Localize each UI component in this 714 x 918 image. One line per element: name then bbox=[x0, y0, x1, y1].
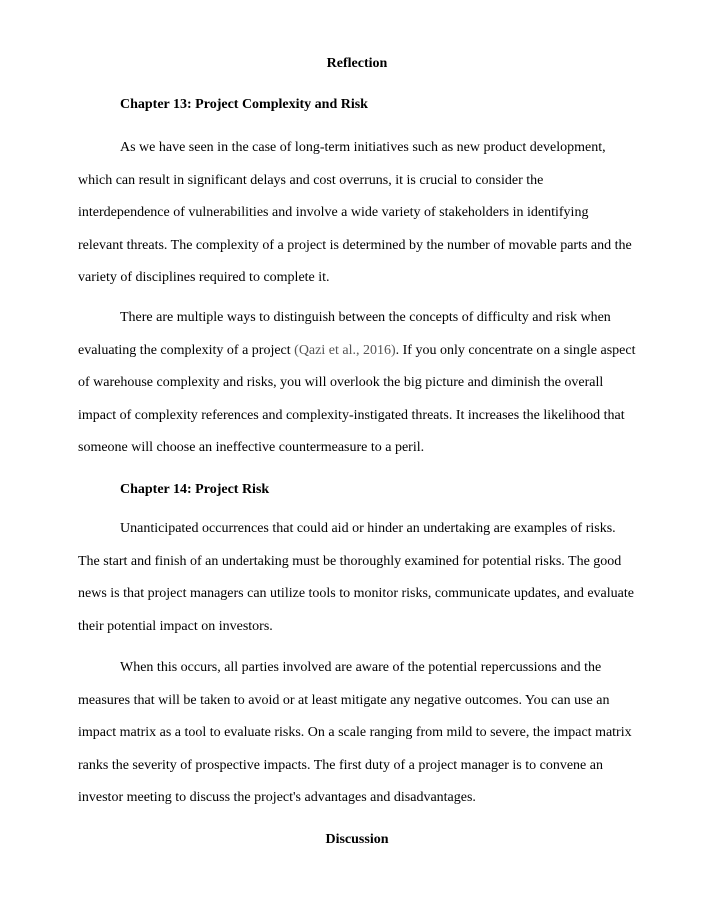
chapter-13-heading: Chapter 13: Project Complexity and Risk bbox=[120, 97, 368, 112]
text-line: relevant threats. The complexity of a project is determined by the number of movable parts and the bbox=[78, 237, 632, 253]
text-line: interdependence of vulnerabilities and involve a wide variety of stakeholders in identifying bbox=[78, 205, 589, 220]
text-line: impact of complexity references and complexity-instigated threats. It increases the likelihood that bbox=[78, 407, 625, 423]
text-line: When this occurs, all parties involved are aware of the potential repercussions and the bbox=[120, 660, 602, 675]
text-line: their potential impact on investors. bbox=[78, 618, 273, 634]
text-line: impact matrix as a tool to evaluate risks. On a scale ranging from mild to severe, the impact matrix bbox=[78, 725, 632, 740]
text-line: variety of disciplines required to complete it. bbox=[78, 270, 330, 285]
chapter-14-paragraph-1 bbox=[78, 520, 658, 650]
citation-link[interactable]: (Qazi et al., 2016) bbox=[294, 342, 396, 358]
text-line: Unanticipated occurrences that could aid or hinder an undertaking are examples of risks. bbox=[120, 521, 616, 536]
text-segment: evaluating the complexity of a project bbox=[78, 342, 295, 358]
text-line: investor meeting to discuss the project's advantages and disadvantages. bbox=[78, 790, 476, 805]
text-line: There are multiple ways to distinguish between the concepts of difficulty and risk when bbox=[120, 310, 611, 325]
text-line: news is that project managers can utilize tools to monitor risks, communicate updates, and evaluate bbox=[78, 586, 634, 601]
text-line: The start and finish of an undertaking must be thoroughly examined for potential risks. The good bbox=[78, 553, 622, 569]
page-title: Reflection bbox=[326, 56, 388, 71]
chapter-14-heading: Chapter 14: Project Risk bbox=[120, 482, 270, 497]
text-segment: . If you only concentrate on a single aspect bbox=[395, 342, 636, 358]
text-line: which can result in significant delays and cost overruns, it is crucial to consider the bbox=[78, 172, 544, 188]
discussion-heading: Discussion bbox=[325, 832, 389, 847]
text-line: measures that will be taken to avoid or at least mitigate any negative outcomes. You can use an bbox=[78, 692, 610, 708]
text-line bbox=[78, 342, 658, 375]
text-line: As we have seen in the case of long-term initiatives such as new product development, bbox=[120, 140, 606, 155]
chapter-13-paragraph-1 bbox=[78, 139, 658, 302]
chapter-13-paragraph-2 bbox=[78, 309, 658, 472]
text-line: ranks the severity of prospective impacts. The first duty of a project manager is to convene an bbox=[78, 757, 603, 773]
text-line: someone will choose an ineffective countermeasure to a peril. bbox=[78, 440, 425, 455]
text-line: of warehouse complexity and risks, you will overlook the big picture and diminish the overall bbox=[78, 375, 604, 390]
chapter-14-paragraph-2 bbox=[78, 659, 658, 822]
